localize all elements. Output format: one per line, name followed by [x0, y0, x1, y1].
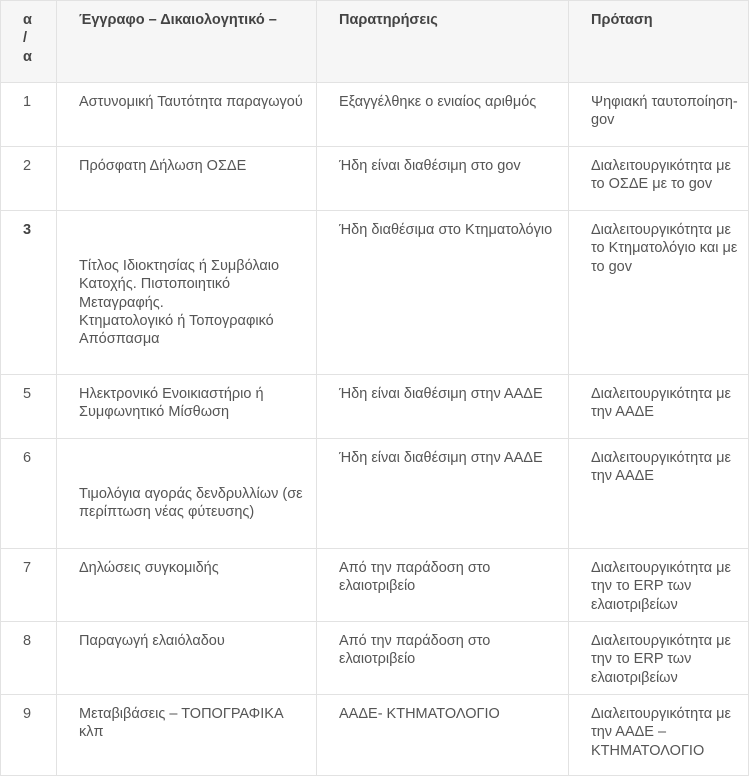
table-row: [1, 211, 749, 375]
header-proposal: Πρόταση: [569, 1, 749, 83]
row-document: Αστυνομική Ταυτότητα παραγωγού: [57, 83, 317, 147]
row-proposal: Διαλειτουργικότητα με το ΟΣΔΕ με το gov: [569, 147, 749, 211]
row-document: Ηλεκτρονικό Ενοικιαστήριο ή Συμφωνητικό Μίσθωση: [57, 375, 317, 439]
table-row: [1, 622, 749, 695]
row-observations: Από την παράδοση στο ελαιοτριβείο: [317, 622, 569, 695]
table-row: [1, 83, 749, 147]
row-num: 6: [1, 439, 57, 549]
row-num: 9: [1, 695, 57, 776]
row-proposal: Διαλειτουργικότητα με την το ERP των ελαιοτριβείων: [569, 622, 749, 695]
row-document: Παραγωγή ελαιόλαδου: [57, 622, 317, 695]
row-observations: Από την παράδοση στο ελαιοτριβείο: [317, 549, 569, 622]
row-document: Μεταβιβάσεις – ΤΟΠΟΓΡΑΦΙΚΑ κλπ: [57, 695, 317, 776]
row-document-cell: [57, 439, 317, 549]
header-document: Έγγραφο – Δικαιολογητικό –: [57, 1, 317, 83]
row-observations: Ήδη είναι διαθέσιμη στην ΑΑΔΕ: [317, 439, 569, 549]
row-document: Τίτλος Ιδιοκτησίας ή Συμβόλαιο Κατοχής. Πιστοποιητικό Μεταγραφής. Κτηματολογικό ή Τοπογραφικό Απόσπασμα: [79, 258, 280, 348]
row-proposal: Διαλειτουργικότητα με την ΑΑΔΕ: [569, 439, 749, 549]
row-observations: Εξαγγέλθηκε ο ενιαίος αριθμός: [317, 83, 569, 147]
table-row: [1, 695, 749, 776]
row-proposal: Διαλειτουργικότητα με την ΑΑΔΕ: [569, 375, 749, 439]
row-num: 8: [1, 622, 57, 695]
row-num: 2: [1, 147, 57, 211]
row-document: Δηλώσεις συγκομιδής: [57, 549, 317, 622]
row-num: 3: [1, 211, 57, 375]
spacer: [79, 449, 304, 485]
header-observations: Παρατηρήσεις: [317, 1, 569, 83]
row-observations: Ήδη είναι διαθέσιμη στην ΑΑΔΕ: [317, 375, 569, 439]
table-row: [1, 147, 749, 211]
row-observations: ΑΑΔΕ- ΚΤΗΜΑΤΟΛΟΓΙΟ: [317, 695, 569, 776]
table-row: [1, 549, 749, 622]
header-num: α / α: [1, 1, 57, 83]
row-observations: Ήδη είναι διαθέσιμη στο gov: [317, 147, 569, 211]
row-num: 5: [1, 375, 57, 439]
row-proposal: Διαλειτουργικότητα με την το ERP των ελαιοτριβείων: [569, 549, 749, 622]
row-proposal: Ψηφιακή ταυτοποίηση- gov: [569, 83, 749, 147]
row-num: 7: [1, 549, 57, 622]
row-observations: Ήδη διαθέσιμα στο Κτηματολόγιο: [317, 211, 569, 375]
row-num: 1: [1, 83, 57, 147]
row-document: Πρόσφατη Δήλωση ΟΣΔΕ: [57, 147, 317, 211]
table-row: [1, 439, 749, 549]
table-row: [1, 375, 749, 439]
row-proposal: Διαλειτουργικότητα με το Κτηματολόγιο και με το gov: [569, 211, 749, 375]
row-document: Τιμολόγια αγοράς δενδρυλλίων (σε περίπτωση νέας φύτευσης): [79, 486, 303, 521]
spacer: [79, 221, 304, 257]
row-document-cell: [57, 211, 317, 375]
row-proposal: Διαλειτουργικότητα με την ΑΑΔΕ – ΚΤΗΜΑΤΟΛΟΓΙΟ: [569, 695, 749, 776]
table-header-row: [1, 1, 749, 83]
